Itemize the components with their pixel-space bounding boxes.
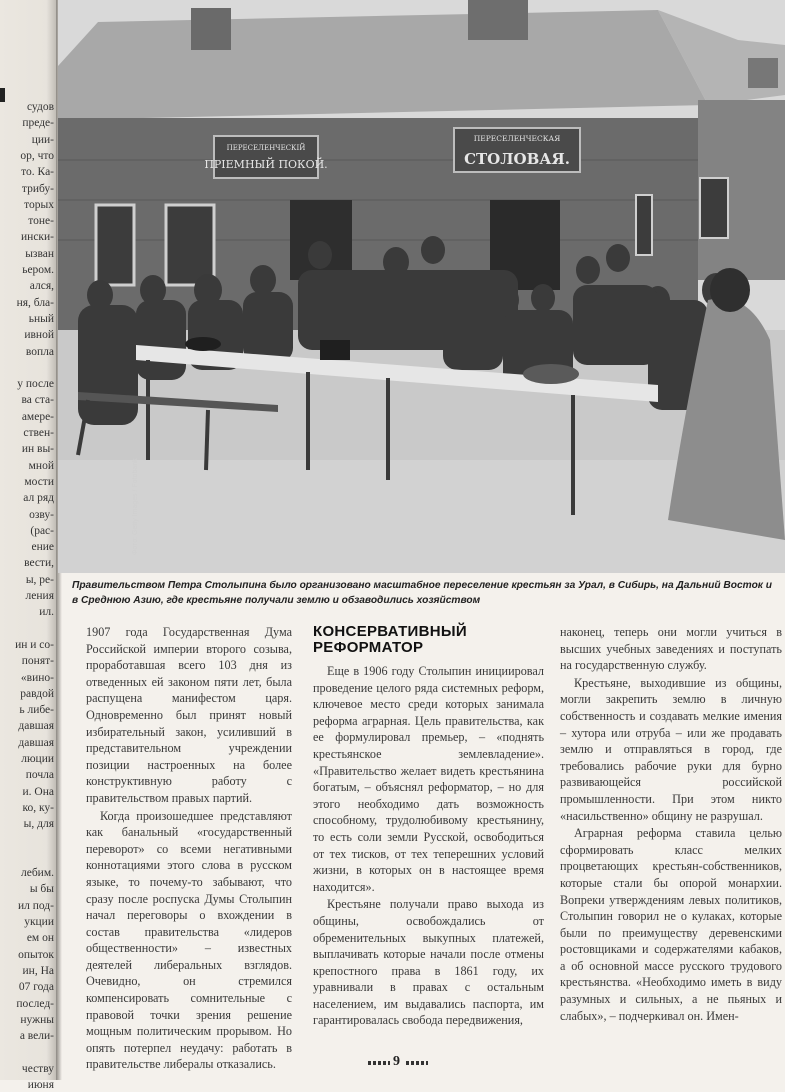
spine-text-line: а вели- <box>19 1030 54 1043</box>
spine-text-line: давшая <box>18 736 54 749</box>
spine-text-line: вопла <box>25 345 54 358</box>
spine-text-line: ил. <box>39 606 54 619</box>
spine-text-line: то. Ка- <box>21 166 54 179</box>
page-number-ornament-right <box>406 1061 428 1065</box>
paragraph: Крестьяне, выходившие из общины, могли закрепить землю в личную собственность и создавать мелкие имения – хутора или отруба – или же продавать землю и отправляться в город, где требовались рабочие руки для бурно развивающейся российской промышленности. При этом никто «насильственно» общину не разрушал. <box>560 675 782 823</box>
spine-text-line: ался, <box>29 280 54 293</box>
spine-text-line: ин вы- <box>21 443 54 456</box>
paragraph: 1907 года Государственная Дума Российской империи второго созыва, проработавшая всего 103 дня из отведенных ей законом пяти лет, была распущена манифестом царя. Одновременно был принят новый избирательный закон, усиливший в представительном учреждении позиции настроенных на более конструктивную работу с правительством правых партий. <box>86 625 292 805</box>
paragraph: Еще в 1906 году Столыпин инициировал проведение целого ряда системных реформ, ключевое место среди которых занимала реформа аграрная. Цель правительства, как ее формулировал премьер, – «поднять крестьянское землевладение». «Правительство желает видеть крестьянина богатым, – объяснял реформатор, – но для этого необходимо дать возможность способному, трудолюбивому крестьянину, то есть соли земли Русской, освободиться от тех тисков, от тех теперешних условий жизни, в которых он в настоящее время находится». <box>313 664 544 894</box>
spine-text-line: ивной <box>24 329 54 342</box>
spine-text-line: (рас- <box>30 524 54 537</box>
spine-text-line: ал ряд <box>23 492 54 505</box>
spine-text-line: нужны <box>20 1013 54 1026</box>
spine-text-line: ински- <box>21 231 54 244</box>
spine-text-line: ем он <box>26 932 54 945</box>
page-number: 9 <box>393 1054 400 1069</box>
spine-text-line: вести, <box>24 557 54 570</box>
sign-reception-line2: ПРІЕМНЫЙ ПОКОЙ. <box>204 158 328 171</box>
spine-text-line: ы бы <box>29 883 54 896</box>
section-heading: КОНСЕРВАТИВНЫЙ РЕФОРМАТОР <box>313 623 467 656</box>
spine-text-line: укции <box>24 916 54 928</box>
spine-text-line: ь либе- <box>19 704 54 717</box>
spine-text-line: ил под- <box>17 899 54 912</box>
spine-text-line: ы, ре- <box>25 573 54 586</box>
sign-canteen-line1: ПЕРЕСЕЛЕНЧЕСКАЯ <box>473 134 561 143</box>
page-number-ornament-left <box>368 1061 390 1065</box>
previous-page-edge <box>0 0 58 1091</box>
spine-text-line: тоне- <box>28 215 54 228</box>
spine-text-line: ы, для <box>23 818 54 831</box>
spine-text-line: ор, что <box>20 149 54 162</box>
spine-text-line: ызван <box>25 247 54 260</box>
spine-text-line: честву <box>21 1062 54 1075</box>
spine-text-line: давшая <box>18 720 54 733</box>
text-column-2 <box>313 624 544 1030</box>
spine-text-line: 07 года <box>18 981 54 994</box>
sign-canteen-line2: СТОЛОВАЯ. <box>464 150 570 168</box>
spine-text-line: амере- <box>21 410 54 423</box>
spine-text-line: лебим. <box>20 867 54 880</box>
paragraph: наконец, теперь они могли учиться в высших учебных заведениях и поступать на государственную службу. <box>560 625 782 673</box>
spine-text-line: почла <box>25 769 54 782</box>
spine-text-line: торых <box>24 198 54 211</box>
spine-text-line: ьный <box>28 312 54 325</box>
section-marker <box>0 88 5 102</box>
spine-text-line: трибу- <box>21 182 54 195</box>
text-column-1 <box>86 624 292 1074</box>
spine-text-line: ва ста- <box>21 394 54 407</box>
spine-text-line: ня, бла- <box>16 296 54 309</box>
spine-text-line: мной <box>28 459 54 472</box>
spine-text-line: судов <box>26 101 54 113</box>
paragraph: Аграрная реформа ставила целью сформировать класс мелких процветающих крестьян-собственников, которые стали бы опорой монархии. Вопреки утверждениям левых политиков, Столыпин говорил не о кулаках, которые были по преимуществу деревенскими ростовщиками и содержателями кабаков, а об основной массе русского трудового крестьянства. «Необходимо иметь в виду разумных и сильных, а не пьяных и слабых», – подчеркивал он. Имен- <box>560 826 782 1023</box>
spine-text-line: озву- <box>29 508 54 521</box>
spine-text-line: мости <box>24 475 54 488</box>
spine-text-line: ления <box>25 590 54 602</box>
spine-text-line: у после <box>17 378 54 391</box>
spine-text-line: преде- <box>22 117 54 130</box>
spine-text-line: опыток <box>18 948 54 961</box>
spine-text-line: люции <box>21 753 54 765</box>
spine-text-line: ко, ку- <box>22 801 54 814</box>
spine-text-line: и. Она <box>22 785 54 798</box>
paragraph: Когда произошедшее представляют как банальный «государственный переворот» со всеми негативными коннотациями этого слова в русском языке, то почему-то забывают, что сразу после роспуска Думы Столыпин начал переговоры о вхождении в состав правительства «лидеров общественности» – известных деятелей либеральных взглядов. Очевидно, он стремился компенсировать сомнительные с правовой точки зрения решение мощным политическим прорывом. Но опять потерпел неудачу: работать в правительстве либералы отказались. <box>86 808 292 1072</box>
photo-credit: Фото: Getty Images / Fotobank <box>132 458 139 555</box>
spine-text-line: ение <box>31 541 54 554</box>
spine-text-line: ьером. <box>22 264 54 276</box>
spine-text-line: «вино- <box>20 671 54 684</box>
photo-caption: Правительством Петра Столыпина было организовано масштабное переселение крестьян за Урал, в Сибирь, на Дальний Восток и в Среднюю Азию, где крестьяне получали землю и обзаводились хозяйством <box>72 580 773 606</box>
text-column-3 <box>560 624 782 1025</box>
spine-text-line: июня <box>27 1079 54 1091</box>
spine-text-line: понят- <box>21 655 54 668</box>
historical-photo <box>58 0 785 573</box>
spine-text-line: ции- <box>31 133 54 146</box>
spine-text-line: послед- <box>16 997 54 1010</box>
spine-text-line: равдой <box>20 687 54 700</box>
spine-text-line: ин и со- <box>15 638 54 651</box>
spine-text-line: ин, На <box>22 964 54 977</box>
paragraph: Крестьяне получали право выхода из общины, освобождались от обременительных выкупных платежей, выплачивать которые начали после отмены крепостного права в 1861 году, их уравнивали в правах с остальным населением, им выдавались паспорта, им гарантировалась свобода передвижения, <box>313 897 544 1028</box>
spine-text-line: ствен- <box>23 427 54 439</box>
sign-reception-line1: ПЕРЕСЕЛЕНЧЕСКІЙ <box>226 144 306 152</box>
